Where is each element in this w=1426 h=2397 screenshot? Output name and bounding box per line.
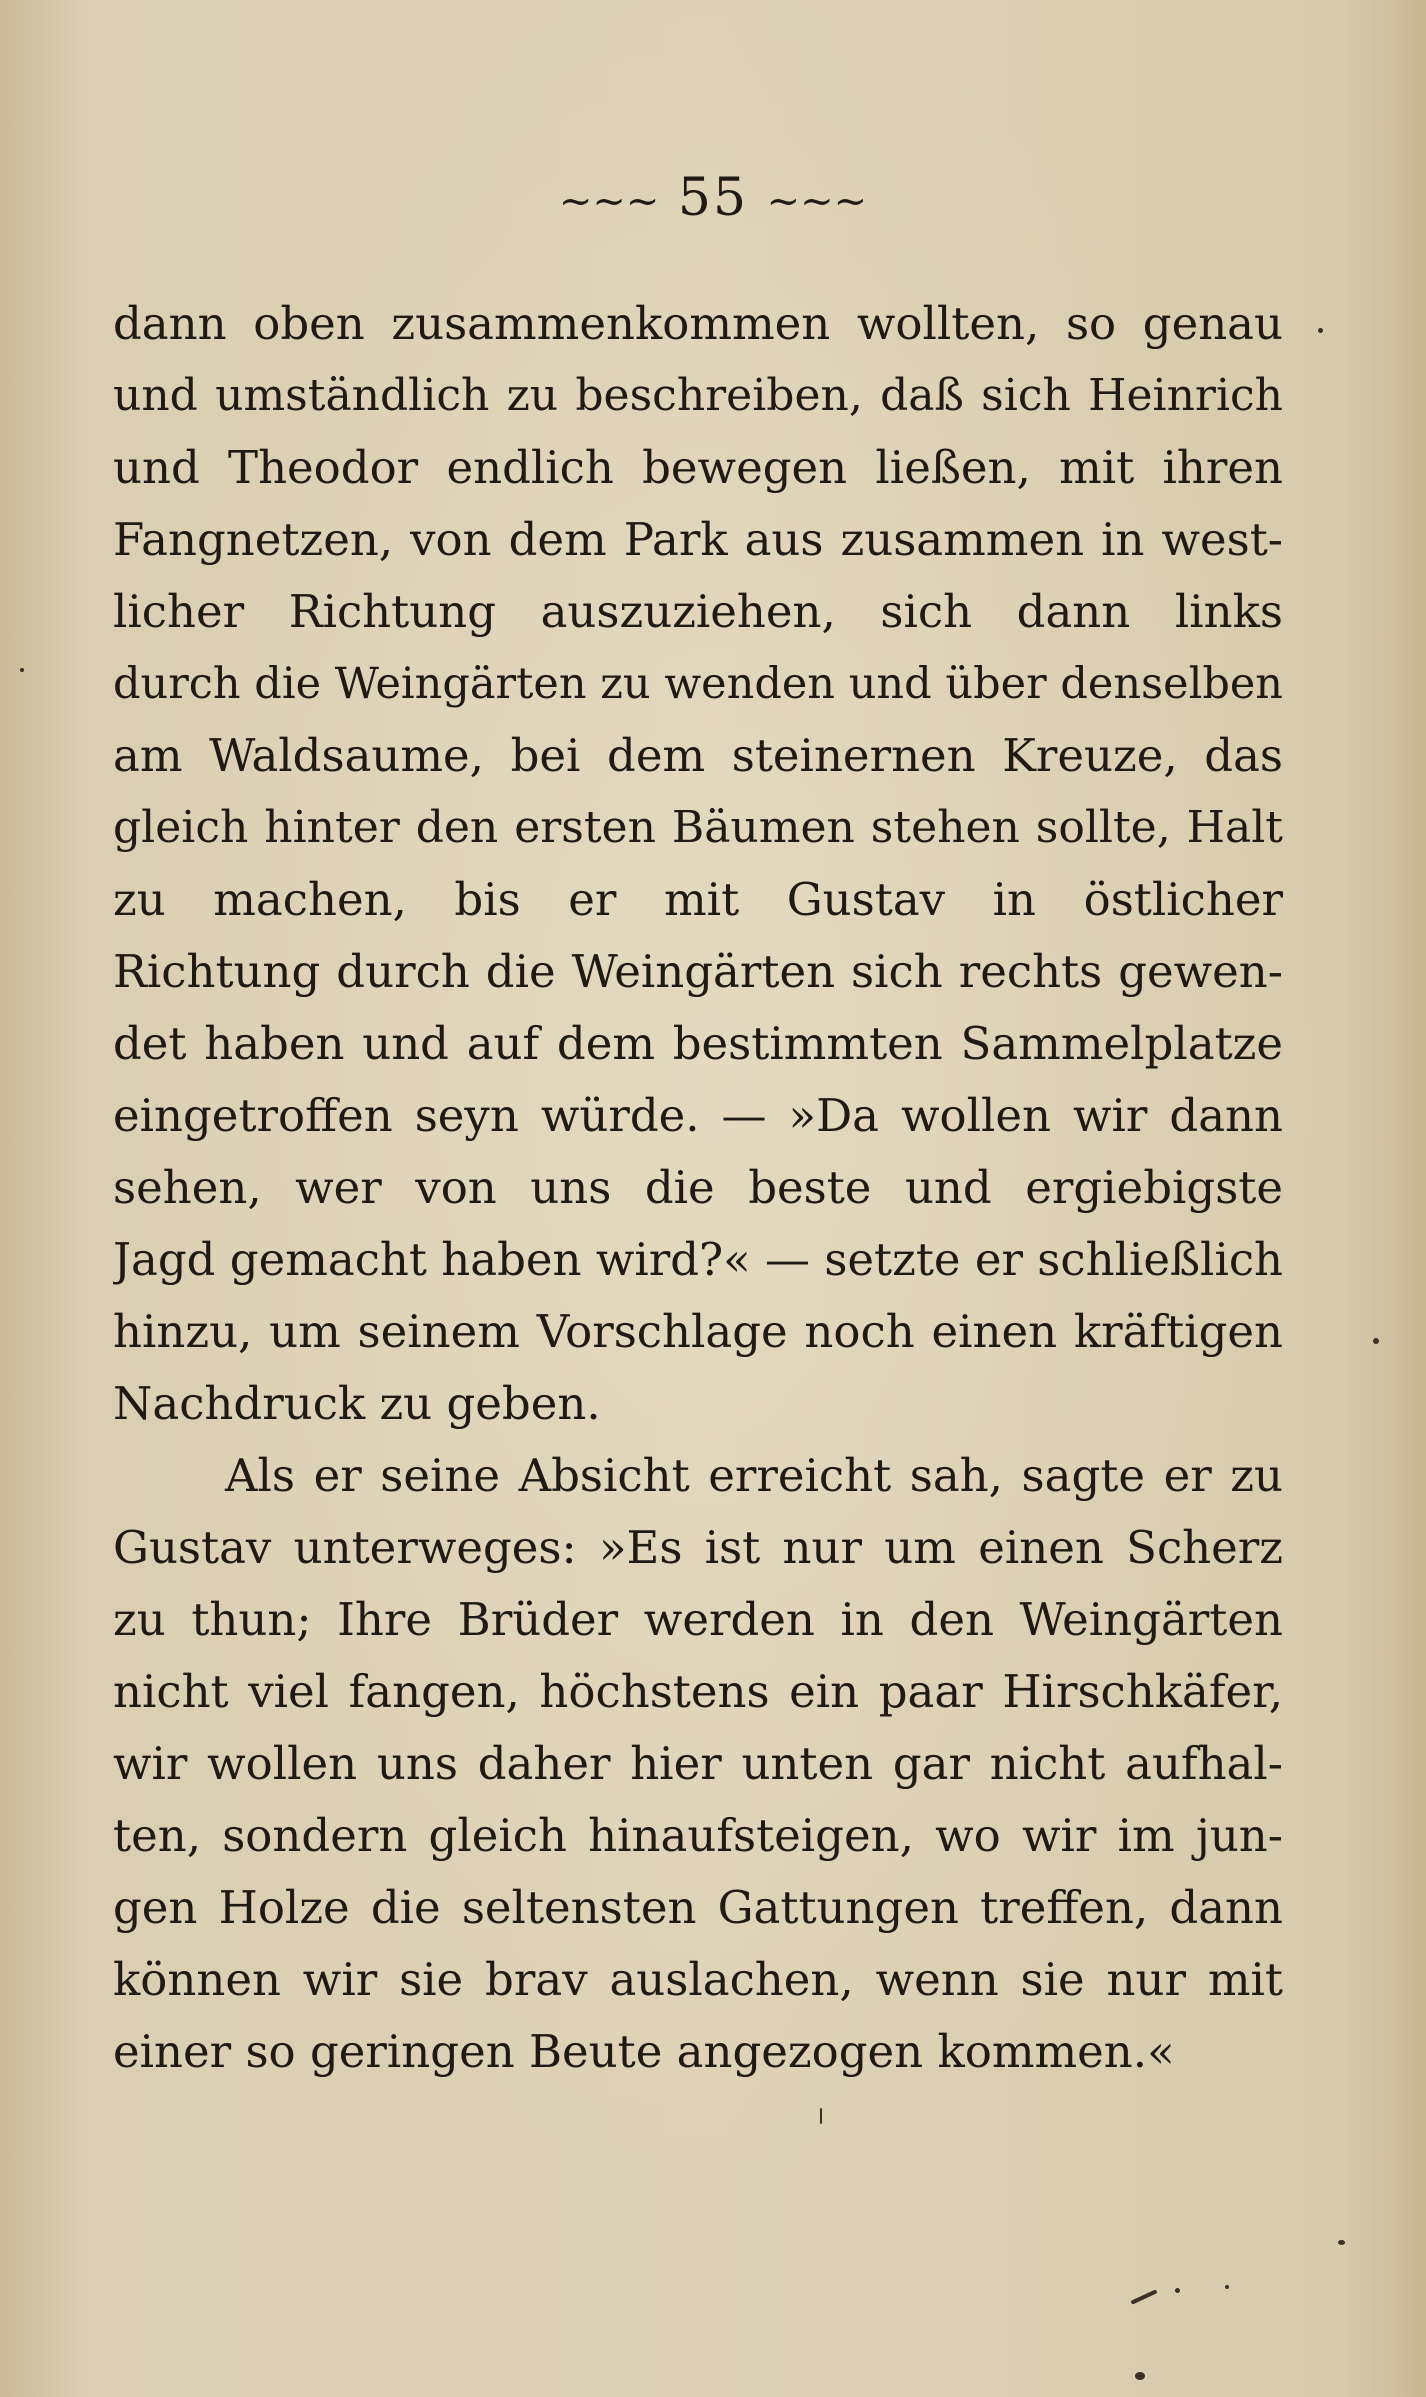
text-line: sehen, wer von uns die beste und ergiebigste xyxy=(113,1161,1283,1214)
paper-speck xyxy=(1175,2288,1180,2293)
text-line: durch die Weingärten zu wenden und über denselben xyxy=(113,659,1283,709)
text-line: und Theodor endlich bewegen ließen, mit ihren xyxy=(113,441,1283,494)
paper-speck xyxy=(1373,1338,1379,1344)
page-header xyxy=(0,168,1426,232)
page-number: 55 xyxy=(677,168,749,228)
text-line: einer so geringen Beute angezogen kommen.« xyxy=(113,2025,1175,2078)
body-text xyxy=(113,288,1283,2088)
text-line: können wir sie brav auslachen, wenn sie nur mit xyxy=(113,1953,1283,2006)
text-line: zu machen, bis er mit Gustav in östlicher xyxy=(113,873,1283,926)
text-line: eingetroffen seyn würde. — »Da wollen wir dann xyxy=(113,1089,1283,1142)
header-ornament-right: ~~~ xyxy=(766,178,868,225)
text-line: Als er seine Absicht erreicht sah, sagte er zu xyxy=(225,1449,1283,1502)
text-line: zu thun; Ihre Brüder werden in den Weingärten xyxy=(113,1593,1283,1646)
text-line: Nachdruck zu geben. xyxy=(113,1377,601,1430)
paper-speck xyxy=(1338,2240,1345,2245)
text-line: nicht viel fangen, höchstens ein paar Hirschkäfer, xyxy=(113,1665,1283,1718)
text-line: am Waldsaume, bei dem steinernen Kreuze, das xyxy=(113,729,1283,782)
text-line: Jagd gemacht haben wird?« — setzte er schließlich xyxy=(113,1233,1283,1286)
text-line: Gustav unterweges: »Es ist nur um einen Scherz xyxy=(113,1521,1283,1574)
text-line: licher Richtung auszuziehen, sich dann links xyxy=(113,585,1283,638)
paragraph-2 xyxy=(113,1440,1283,2088)
text-line: det haben und auf dem bestimmten Sammelplatze xyxy=(113,1017,1283,1070)
text-line: und umständlich zu beschreiben, daß sich Heinrich xyxy=(113,370,1283,421)
paper-speck xyxy=(820,2108,822,2124)
paragraph-1 xyxy=(113,288,1283,1440)
text-line: gen Holze die seltensten Gattungen treffen, dann xyxy=(113,1881,1283,1934)
text-line: Richtung durch die Weingärten sich rechts gewen- xyxy=(113,945,1283,998)
text-line: gleich hinter den ersten Bäumen stehen sollte, Halt xyxy=(113,802,1283,853)
paper-speck xyxy=(1225,2285,1229,2289)
text-line: dann oben zusammenkommen wollten, so genau xyxy=(113,297,1283,350)
text-line: wir wollen uns daher hier unten gar nicht aufhal- xyxy=(113,1737,1283,1790)
text-line: Fangnetzen, von dem Park aus zusammen in west- xyxy=(113,513,1283,566)
paper-speck xyxy=(1135,2372,1145,2380)
header-ornament-left: ~~~ xyxy=(558,178,660,225)
text-line: hinzu, um seinem Vorschlage noch einen kräftigen xyxy=(113,1305,1283,1358)
text-line: ten, sondern gleich hinaufsteigen, wo wir im jun- xyxy=(113,1809,1283,1862)
paper-speck xyxy=(20,668,24,672)
paper-speck xyxy=(1130,2289,1157,2304)
paper-speck xyxy=(1318,328,1323,333)
